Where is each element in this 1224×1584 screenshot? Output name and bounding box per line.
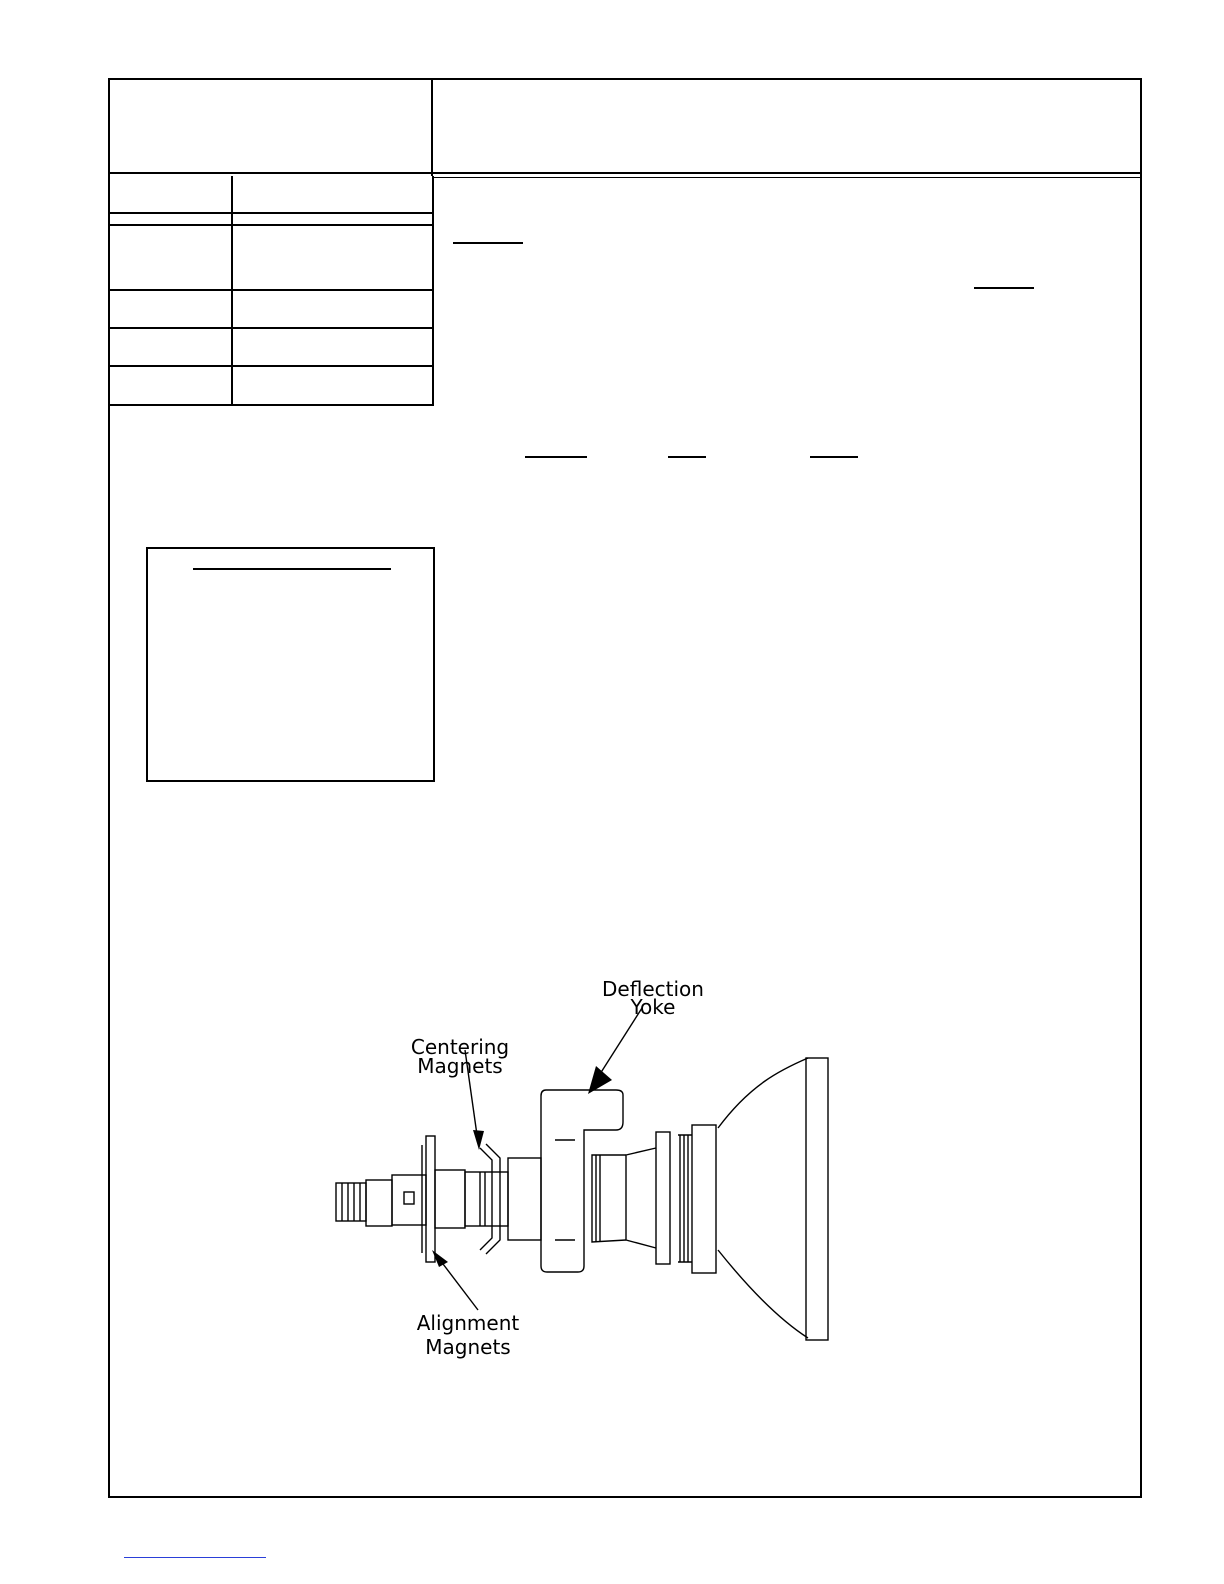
centering-magnets-label: Centering xyxy=(410,1035,510,1059)
note-box xyxy=(146,547,435,782)
deflection-yoke-label: Deflection xyxy=(602,977,704,1001)
centering-magnet xyxy=(486,1144,500,1254)
centering-magnet xyxy=(480,1148,492,1250)
deflection-yoke xyxy=(541,1090,623,1272)
header-rule xyxy=(108,172,1142,174)
crt-funnel-top xyxy=(718,1058,808,1128)
deflection-yoke-label: Yoke xyxy=(630,995,676,1019)
header-rule-inner xyxy=(432,177,1142,178)
base-pins xyxy=(336,1183,366,1221)
grid-row xyxy=(108,214,432,226)
alignment-magnets-label: Magnets xyxy=(425,1335,511,1359)
crt-faceplate xyxy=(806,1058,828,1340)
grid-row xyxy=(108,176,432,214)
header-divider xyxy=(431,78,433,176)
grid-column-divider xyxy=(231,176,233,404)
grid-row xyxy=(108,329,432,367)
crt-neck-diagram xyxy=(320,970,860,1370)
underline-mark xyxy=(453,242,523,244)
yoke-collar xyxy=(508,1158,541,1240)
centering-magnets-label: Magnets xyxy=(417,1054,503,1078)
crt-funnel-bottom xyxy=(718,1250,808,1338)
grid-row xyxy=(108,226,432,291)
neck-ring xyxy=(692,1125,716,1273)
alignment-magnet xyxy=(426,1136,435,1262)
alignment-magnets-label: Alignment xyxy=(416,1311,520,1335)
underline-mark xyxy=(525,456,587,458)
grid-row xyxy=(108,291,432,329)
underline-mark xyxy=(974,287,1034,289)
underline-mark xyxy=(810,456,858,458)
neck-band xyxy=(656,1132,670,1264)
revision-grid xyxy=(108,176,434,406)
underline-mark xyxy=(668,456,706,458)
centering-arrowhead xyxy=(473,1130,484,1150)
footer-link-underline[interactable] xyxy=(124,1557,266,1558)
note-title-underline xyxy=(193,568,391,570)
